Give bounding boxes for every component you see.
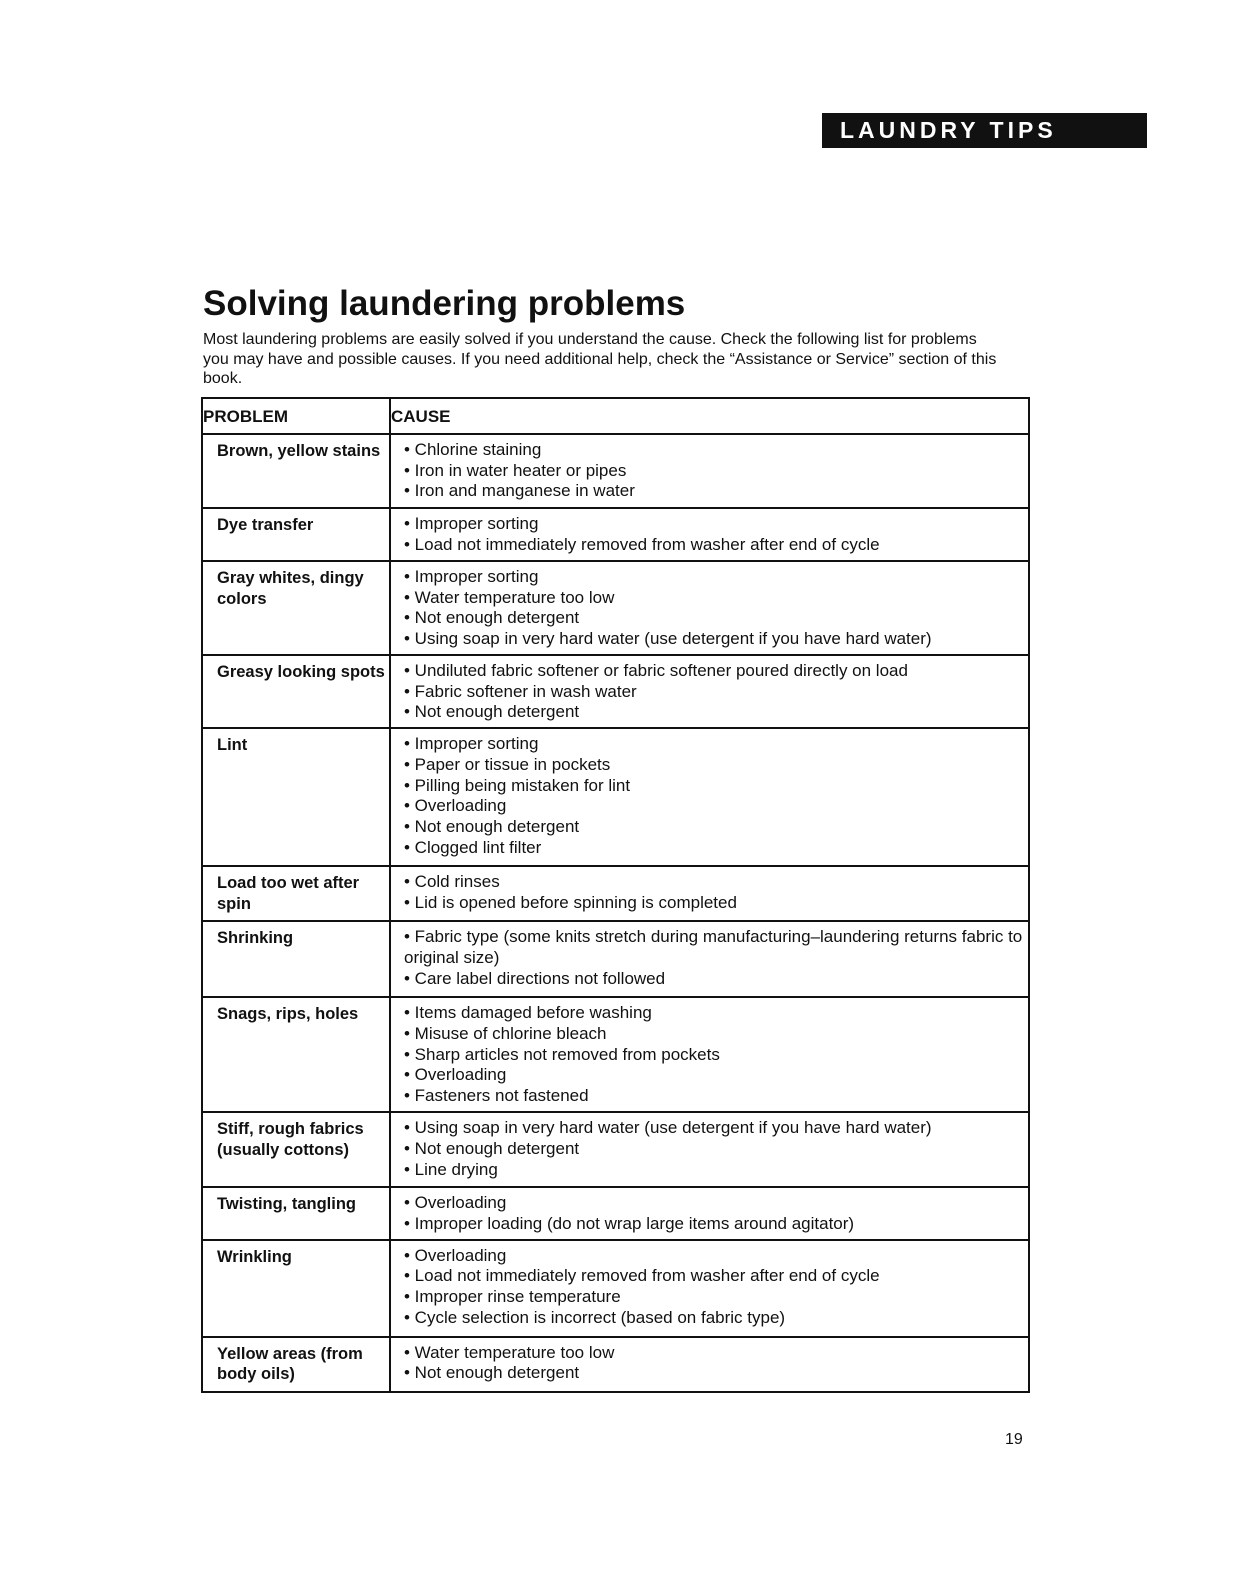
cause-item: • Improper rinse temperature: [404, 1286, 621, 1306]
cause-item: • Water temperature too low: [404, 1342, 615, 1362]
page-title: Solving laundering problems: [203, 284, 686, 323]
cause-item: • Fasteners not fastened: [404, 1085, 589, 1105]
table-header-row: [202, 398, 1029, 434]
cause-item: • Using soap in very hard water (use detergent if you have hard water): [404, 629, 932, 649]
page-number: 19: [1005, 1431, 1023, 1448]
cause-item: • Water temperature too low: [404, 587, 615, 607]
cause-item: • Iron and manganese in water: [404, 481, 635, 501]
cause-item: • Improper sorting: [404, 567, 539, 586]
problem-cell: [202, 655, 390, 728]
intro-paragraph: Most laundering problems are easily solved if you understand the cause. Check the following list for problems you may have and possible causes. If you need additional help, check the “Assistance or Service” section of this book.: [203, 331, 997, 387]
cause-item: • Load not immediately removed from washer after end of cycle: [404, 1266, 880, 1286]
cause-item: • Not enough detergent: [404, 1138, 580, 1158]
cause-item: • Pilling being mistaken for lint: [404, 775, 631, 795]
cause-list: [404, 1118, 1028, 1180]
table-row: [202, 1187, 1029, 1239]
troubleshooting-table: [201, 397, 1030, 1393]
cause-list: [404, 661, 1028, 723]
cause-list: [404, 1193, 1028, 1234]
table-row: [202, 1240, 1029, 1337]
cause-item: • Cold rinses: [404, 872, 500, 892]
cause-item: • Lid is opened before spinning is completed: [404, 892, 737, 912]
cause-item: • Items damaged before washing: [404, 1003, 652, 1023]
problem-label: Wrinkling: [217, 1247, 292, 1266]
problem-label: Gray whites, dingy colors: [217, 569, 364, 608]
cause-item: • Fabric type (some knits stretch during manufacturing–laundering returns fabric to original size): [404, 927, 1023, 967]
cause-item: • Undiluted fabric softener or fabric softener poured directly on load: [404, 661, 908, 680]
problem-label: Greasy looking spots: [217, 663, 385, 681]
problem-cell: [202, 921, 390, 997]
problem-label: Shrinking: [217, 929, 294, 948]
cause-item: • Fabric softener in wash water: [404, 681, 637, 701]
cause-item: • Not enough detergent: [404, 816, 580, 836]
table-row: [202, 866, 1029, 921]
cause-item: • Overloading: [404, 1065, 507, 1085]
problem-cell: [202, 997, 390, 1112]
cause-item: • Load not immediately removed from washer after end of cycle: [404, 534, 880, 554]
problem-label: Twisting, tangling: [217, 1195, 357, 1214]
table-row: [202, 561, 1029, 655]
cause-cell: [390, 1337, 1029, 1392]
problem-cell: [202, 434, 390, 508]
table-row: [202, 1112, 1029, 1187]
cause-list: [404, 1343, 1028, 1384]
cause-item: • Care label directions not followed: [404, 968, 666, 988]
problem-cell: [202, 1337, 390, 1392]
table-row: [202, 997, 1029, 1112]
cause-item: • Misuse of chlorine bleach: [404, 1023, 607, 1043]
cause-cell: [390, 1187, 1029, 1239]
header-problem: [202, 398, 390, 434]
cause-cell: [390, 561, 1029, 655]
cause-item: • Clogged lint filter: [404, 837, 542, 857]
cause-item: • Chlorine staining: [404, 440, 542, 459]
cause-cell: [390, 434, 1029, 508]
problem-cell: [202, 866, 390, 921]
cause-list: [404, 1246, 1028, 1329]
header-cause: [390, 398, 1029, 434]
cause-cell: [390, 655, 1029, 728]
cause-item: • Paper or tissue in pockets: [404, 754, 611, 774]
problem-cell: [202, 1187, 390, 1239]
problem-cell: [202, 561, 390, 655]
cause-item: • Line drying: [404, 1159, 498, 1179]
problem-label: Load too wet after spin: [217, 874, 360, 913]
cause-cell: [390, 508, 1029, 561]
problem-label: Dye transfer: [217, 516, 314, 534]
problem-cell: [202, 1112, 390, 1187]
cause-item: • Not enough detergent: [404, 702, 580, 722]
cause-cell: [390, 728, 1029, 866]
problem-label: Brown, yellow stains: [217, 442, 381, 460]
cause-list: [404, 872, 1028, 913]
cause-list: [404, 514, 1028, 555]
cause-item: • Improper loading (do not wrap large items around agitator): [404, 1213, 855, 1233]
problem-label: Stiff, rough fabrics (usually cottons): [217, 1120, 364, 1159]
problem-label: Lint: [217, 736, 248, 755]
cause-item: • Sharp articles not removed from pockets: [404, 1044, 720, 1064]
cause-item: • Not enough detergent: [404, 608, 580, 628]
cause-cell: [390, 997, 1029, 1112]
cause-item: • Improper sorting: [404, 734, 539, 754]
cause-list: [404, 440, 1028, 502]
cause-cell: [390, 1240, 1029, 1337]
cause-item: • Iron in water heater or pipes: [404, 460, 627, 480]
cause-item: • Not enough detergent: [404, 1363, 580, 1383]
problem-cell: [202, 508, 390, 561]
cause-cell: [390, 921, 1029, 997]
cause-list: [404, 927, 1028, 989]
header-problem-label: PROBLEM: [203, 407, 288, 426]
table-row: [202, 655, 1029, 728]
cause-cell: [390, 1112, 1029, 1187]
table-row: [202, 434, 1029, 508]
cause-item: • Cycle selection is incorrect (based on fabric type): [404, 1307, 786, 1327]
cause-list: [404, 1003, 1028, 1107]
problem-label: Yellow areas (from body oils): [217, 1344, 363, 1384]
table-row: [202, 1337, 1029, 1392]
problem-cell: [202, 1240, 390, 1337]
header-cause-label: CAUSE: [391, 407, 451, 426]
table-row: [202, 508, 1029, 561]
cause-cell: [390, 866, 1029, 921]
cause-item: • Overloading: [404, 1193, 507, 1213]
cause-list: [404, 734, 1028, 858]
cause-item: • Overloading: [404, 1245, 507, 1265]
cause-list: [404, 567, 1028, 650]
problem-cell: [202, 728, 390, 866]
cause-item: • Using soap in very hard water (use detergent if you have hard water): [404, 1118, 932, 1138]
section-tab: LAUNDRY TIPS: [822, 113, 1147, 148]
cause-item: • Overloading: [404, 796, 507, 816]
cause-item: • Improper sorting: [404, 514, 539, 533]
table-row: [202, 728, 1029, 866]
table-row: [202, 921, 1029, 997]
problem-label: Snags, rips, holes: [217, 1005, 359, 1024]
